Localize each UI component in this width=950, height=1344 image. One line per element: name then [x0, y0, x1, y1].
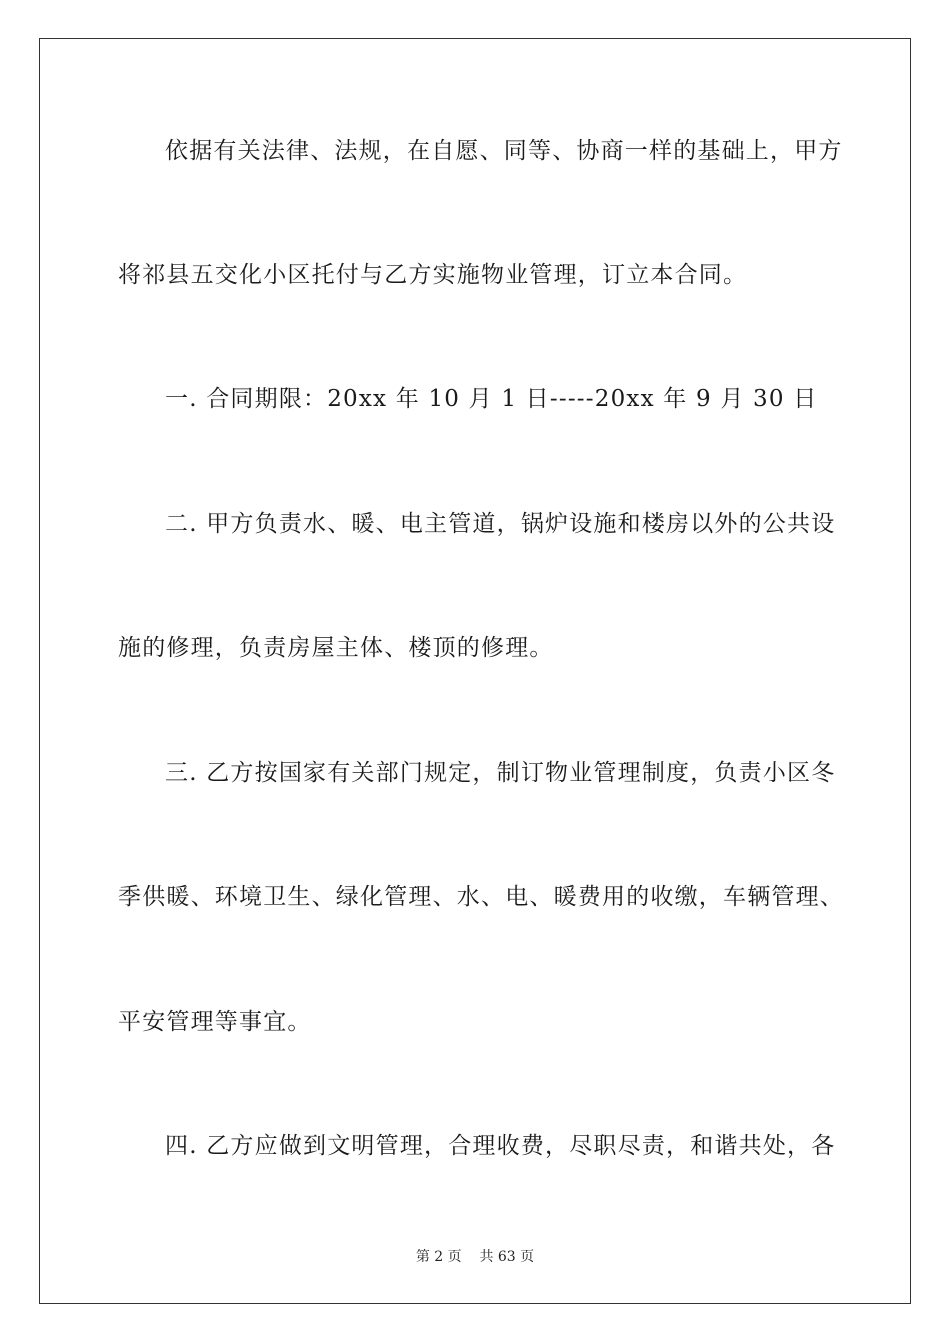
clause-term-line: 一. 合同期限：20xx 年 10 月 1 日-----20xx 年 9 月 30 日 [165, 386, 818, 412]
paragraph-line-1: 依据有关法律、法规，在自愿、同等、协商一样的基础上，甲方 [165, 138, 843, 164]
clause-three-line-1: 三. 乙方按国家有关部门规定，制订物业管理制度，负责小区冬 [165, 760, 836, 786]
clause-three-line-2: 季供暖、环境卫生、绿化管理、水、电、暖费用的收缴，车辆管理、 [118, 884, 844, 910]
page-total: 共 63 页 [479, 1249, 535, 1265]
clause-two-line-2: 施的修理，负责房屋主体、楼顶的修理。 [118, 635, 554, 661]
page-border [39, 38, 911, 1304]
clause-four-line-1: 四. 乙方应做到文明管理，合理收费，尽职尽责，和谐共处，各 [165, 1133, 836, 1159]
paragraph-line-2: 将祁县五交化小区托付与乙方实施物业管理，订立本合同。 [118, 262, 748, 288]
page-number: 第 2 页 [415, 1249, 462, 1265]
clause-two-line-1: 二. 甲方负责水、暖、电主管道，锅炉设施和楼房以外的公共设 [165, 511, 836, 537]
page-footer [0, 1248, 950, 1266]
clause-three-line-3: 平安管理等事宜。 [118, 1009, 312, 1035]
